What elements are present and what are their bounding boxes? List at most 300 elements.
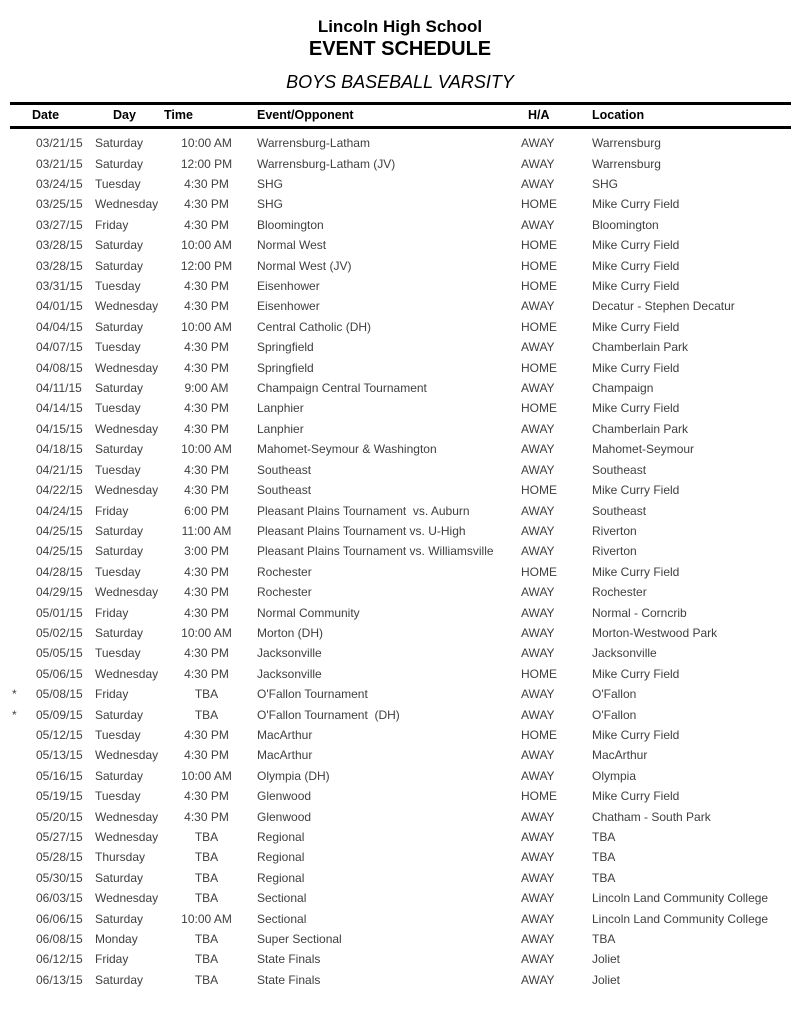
table-row xyxy=(0,398,800,418)
cell-location: TBA xyxy=(592,870,616,885)
cell-day: Saturday xyxy=(95,544,144,559)
cell-time: TBA xyxy=(194,830,219,845)
cell-location: Morton-Westwood Park xyxy=(592,625,718,640)
cell-time: 10:00 AM xyxy=(181,238,232,253)
cell-day: Friday xyxy=(95,217,129,232)
cell-time: 12:00 PM xyxy=(180,258,233,273)
cell-location: Champaign xyxy=(592,381,654,396)
cell-event-opponent: Bloomington xyxy=(257,217,324,232)
cell-time: 10:00 AM xyxy=(181,768,232,783)
cell-time: 4:30 PM xyxy=(184,585,229,600)
table-row xyxy=(0,929,800,949)
table-row xyxy=(0,357,800,377)
cell-day: Friday xyxy=(95,687,129,702)
cell-day: Saturday xyxy=(95,523,144,538)
cell-day: Friday xyxy=(95,605,129,620)
table-row xyxy=(0,704,800,724)
cell-day: Tuesday xyxy=(95,177,141,192)
cell-home-away: AWAY xyxy=(521,605,555,620)
cell-time: 4:30 PM xyxy=(184,217,229,232)
cell-home-away: AWAY xyxy=(521,625,555,640)
cell-home-away: AWAY xyxy=(521,932,555,947)
cell-home-away: AWAY xyxy=(521,299,555,314)
cell-time: TBA xyxy=(194,932,219,947)
cell-event-opponent: Super Sectional xyxy=(257,932,342,947)
table-row xyxy=(0,215,800,235)
cell-date: 05/27/15 xyxy=(36,830,83,845)
cell-day: Tuesday xyxy=(95,401,141,416)
cell-time: 12:00 PM xyxy=(180,156,233,171)
cell-event-opponent: Champaign Central Tournament xyxy=(257,381,427,396)
column-header-ha: H/A xyxy=(528,108,550,122)
cell-day: Wednesday xyxy=(95,197,159,212)
column-header-location: Location xyxy=(592,108,645,122)
cell-location: Decatur - Stephen Decatur xyxy=(592,299,735,314)
cell-date: 05/16/15 xyxy=(36,768,83,783)
cell-date: 03/27/15 xyxy=(36,217,83,232)
table-row xyxy=(0,460,800,480)
cell-event-opponent: Central Catholic (DH) xyxy=(257,319,372,334)
cell-time: 4:30 PM xyxy=(184,462,229,477)
schedule-rows xyxy=(0,133,800,990)
table-row xyxy=(0,378,800,398)
table-row xyxy=(0,276,800,296)
cell-event-opponent: Normal West (JV) xyxy=(257,258,352,273)
cell-home-away: AWAY xyxy=(521,768,555,783)
cell-date: 04/25/15 xyxy=(36,544,83,559)
table-row xyxy=(0,500,800,520)
table-row xyxy=(0,194,800,214)
table-row xyxy=(0,868,800,888)
table-row xyxy=(0,908,800,928)
table-row xyxy=(0,847,800,867)
cell-day: Tuesday xyxy=(95,340,141,355)
cell-day: Wednesday xyxy=(95,748,159,763)
cell-location: Mike Curry Field xyxy=(592,258,680,273)
cell-location: Chamberlain Park xyxy=(592,340,689,355)
cell-time: TBA xyxy=(194,687,219,702)
table-row xyxy=(0,235,800,255)
cell-home-away: AWAY xyxy=(521,156,555,171)
cell-home-away: AWAY xyxy=(521,503,555,518)
cell-home-away: AWAY xyxy=(521,523,555,538)
cell-date: 04/08/15 xyxy=(36,360,83,375)
cell-date: 05/13/15 xyxy=(36,748,83,763)
cell-time: TBA xyxy=(194,850,219,865)
cell-event-opponent: Lanphier xyxy=(257,401,304,416)
cell-time: 10:00 AM xyxy=(181,625,232,640)
cell-time: 4:30 PM xyxy=(184,279,229,294)
cell-time: 4:30 PM xyxy=(184,748,229,763)
cell-home-away: AWAY xyxy=(521,891,555,906)
table-row xyxy=(0,521,800,541)
table-row xyxy=(0,317,800,337)
table-row xyxy=(0,439,800,459)
cell-time: 11:00 AM xyxy=(181,523,232,538)
cell-time: 4:30 PM xyxy=(184,789,229,804)
cell-home-away: AWAY xyxy=(521,850,555,865)
cell-date: 05/30/15 xyxy=(36,870,83,885)
cell-date: 05/02/15 xyxy=(36,625,83,640)
cell-event-opponent: Regional xyxy=(257,850,305,865)
cell-home-away: AWAY xyxy=(521,381,555,396)
cell-date: 04/14/15 xyxy=(36,401,83,416)
cell-home-away: HOME xyxy=(521,727,557,742)
cell-day: Saturday xyxy=(95,911,144,926)
cell-date: 06/08/15 xyxy=(36,932,83,947)
cell-home-away: HOME xyxy=(521,666,557,681)
cell-event-opponent: Jacksonville xyxy=(257,666,322,681)
title-block xyxy=(0,16,800,94)
cell-day: Saturday xyxy=(95,972,144,987)
cell-day: Wednesday xyxy=(95,421,159,436)
table-row xyxy=(0,745,800,765)
cell-time: TBA xyxy=(194,707,219,722)
cell-home-away: AWAY xyxy=(521,544,555,559)
cell-location: Olympia xyxy=(592,768,637,783)
cell-location: Mike Curry Field xyxy=(592,727,680,742)
cell-day: Wednesday xyxy=(95,483,159,498)
table-row xyxy=(0,296,800,316)
cell-date: 04/04/15 xyxy=(36,319,83,334)
cell-time: 10:00 AM xyxy=(181,136,232,151)
cell-location: Lincoln Land Community College xyxy=(592,911,769,926)
column-header-event: Event/Opponent xyxy=(257,108,354,122)
cell-date: 03/28/15 xyxy=(36,258,83,273)
cell-date: 06/13/15 xyxy=(36,972,83,987)
cell-event-opponent: State Finals xyxy=(257,972,321,987)
cell-day: Saturday xyxy=(95,238,144,253)
cell-day: Tuesday xyxy=(95,646,141,661)
cell-event-opponent: Pleasant Plains Tournament vs. Auburn xyxy=(257,503,470,518)
cell-home-away: AWAY xyxy=(521,136,555,151)
cell-day: Tuesday xyxy=(95,279,141,294)
cell-day: Wednesday xyxy=(95,666,159,681)
cell-date: 05/06/15 xyxy=(36,666,83,681)
cell-location: Chatham - South Park xyxy=(592,809,711,824)
cell-location: Mike Curry Field xyxy=(592,238,680,253)
cell-time: 4:30 PM xyxy=(184,401,229,416)
document-title: EVENT SCHEDULE xyxy=(308,38,492,60)
cell-day: Wednesday xyxy=(95,360,159,375)
cell-event-opponent: Rochester xyxy=(257,564,312,579)
cell-location: TBA xyxy=(592,932,616,947)
cell-date: 05/09/15 xyxy=(36,707,83,722)
cell-location: Mike Curry Field xyxy=(592,483,680,498)
cell-date: 03/25/15 xyxy=(36,197,83,212)
cell-date: 04/07/15 xyxy=(36,340,83,355)
cell-home-away: HOME xyxy=(521,279,557,294)
cell-date: 04/24/15 xyxy=(36,503,83,518)
cell-date: 05/28/15 xyxy=(36,850,83,865)
cell-date: 06/12/15 xyxy=(36,952,83,967)
cell-event-opponent: Lanphier xyxy=(257,421,304,436)
cell-day: Tuesday xyxy=(95,462,141,477)
cell-date: 04/22/15 xyxy=(36,483,83,498)
cell-date: 05/20/15 xyxy=(36,809,83,824)
cell-date: 06/06/15 xyxy=(36,911,83,926)
header-rule-bottom xyxy=(10,126,791,129)
cell-date: 04/28/15 xyxy=(36,564,83,579)
cell-date: 04/11/15 xyxy=(36,381,82,396)
cell-location: SHG xyxy=(592,177,619,192)
school-name: Lincoln High School xyxy=(317,17,483,36)
table-row xyxy=(0,806,800,826)
column-header-day: Day xyxy=(113,108,136,122)
cell-home-away: AWAY xyxy=(521,748,555,763)
cell-date: 04/29/15 xyxy=(36,585,83,600)
cell-location: Jacksonville xyxy=(592,646,657,661)
cell-location: Mike Curry Field xyxy=(592,564,680,579)
cell-event-opponent: SHG xyxy=(257,197,284,212)
cell-home-away: AWAY xyxy=(521,952,555,967)
cell-day: Saturday xyxy=(95,625,144,640)
cell-date: 06/03/15 xyxy=(36,891,83,906)
cell-location: O'Fallon xyxy=(592,687,637,702)
cell-location: Riverton xyxy=(592,523,637,538)
table-row xyxy=(0,419,800,439)
cell-day: Wednesday xyxy=(95,809,159,824)
cell-day: Saturday xyxy=(95,707,144,722)
cell-location: Mike Curry Field xyxy=(592,197,680,212)
cell-time: 4:30 PM xyxy=(184,809,229,824)
cell-event-opponent: Southeast xyxy=(257,462,312,477)
table-row xyxy=(0,541,800,561)
cell-day: Saturday xyxy=(95,768,144,783)
cell-location: TBA xyxy=(592,850,616,865)
cell-event-opponent: Regional xyxy=(257,870,305,885)
cell-day: Saturday xyxy=(95,870,144,885)
cell-event-opponent: Southeast xyxy=(257,483,312,498)
cell-location: Rochester xyxy=(592,585,647,600)
cell-location: Warrensburg xyxy=(592,136,661,151)
cell-location: Mike Curry Field xyxy=(592,319,680,334)
table-row xyxy=(0,725,800,745)
cell-location: Joliet xyxy=(592,952,621,967)
cell-location: TBA xyxy=(592,830,616,845)
cell-home-away: HOME xyxy=(521,319,557,334)
cell-event-opponent: Springfield xyxy=(257,360,314,375)
column-header-time: Time xyxy=(164,108,193,122)
cell-date: 05/01/15 xyxy=(36,605,83,620)
cell-day: Friday xyxy=(95,503,129,518)
cell-location: Mike Curry Field xyxy=(592,789,680,804)
cell-event-opponent: Regional xyxy=(257,830,305,845)
cell-time: 4:30 PM xyxy=(184,177,229,192)
cell-day: Tuesday xyxy=(95,564,141,579)
table-row xyxy=(0,602,800,622)
cell-date: 04/15/15 xyxy=(36,421,83,436)
cell-location: Lincoln Land Community College xyxy=(592,891,769,906)
cell-location: Southeast xyxy=(592,462,647,477)
cell-location: Mike Curry Field xyxy=(592,401,680,416)
cell-event-opponent: Eisenhower xyxy=(257,279,320,294)
cell-home-away: AWAY xyxy=(521,442,555,457)
cell-time: 6:00 PM xyxy=(184,503,229,518)
cell-date: 05/19/15 xyxy=(36,789,83,804)
cell-home-away: AWAY xyxy=(521,177,555,192)
cell-day: Saturday xyxy=(95,258,144,273)
cell-time: 4:30 PM xyxy=(184,197,229,212)
cell-time: 10:00 AM xyxy=(181,442,232,457)
table-row xyxy=(0,133,800,153)
cell-date: 03/21/15 xyxy=(36,136,83,151)
table-row xyxy=(0,827,800,847)
table-row xyxy=(0,153,800,173)
cell-location: MacArthur xyxy=(592,748,648,763)
cell-day: Saturday xyxy=(95,381,144,396)
cell-day: Wednesday xyxy=(95,299,159,314)
cell-home-away: HOME xyxy=(521,197,557,212)
cell-event-opponent: Morton (DH) xyxy=(257,625,324,640)
cell-date: 04/21/15 xyxy=(36,462,83,477)
header-rule-top xyxy=(10,102,791,105)
cell-time: TBA xyxy=(194,891,219,906)
cell-date: 03/24/15 xyxy=(36,177,83,192)
cell-time: 4:30 PM xyxy=(184,666,229,681)
cell-home-away: HOME xyxy=(521,258,557,273)
cell-event-opponent: Jacksonville xyxy=(257,646,322,661)
cell-event-opponent: Springfield xyxy=(257,340,314,355)
cell-time: 4:30 PM xyxy=(184,299,229,314)
cell-event-opponent: Normal West xyxy=(257,238,327,253)
table-row xyxy=(0,766,800,786)
cell-time: 4:30 PM xyxy=(184,727,229,742)
cell-location: Riverton xyxy=(592,544,637,559)
cell-location: Mike Curry Field xyxy=(592,279,680,294)
cell-time: 4:30 PM xyxy=(184,564,229,579)
cell-day: Friday xyxy=(95,952,129,967)
cell-event-opponent: Glenwood xyxy=(257,809,312,824)
cell-day: Saturday xyxy=(95,319,144,334)
cell-home-away: HOME xyxy=(521,360,557,375)
cell-time: TBA xyxy=(194,870,219,885)
team-subtitle: BOYS BASEBALL VARSITY xyxy=(286,72,514,92)
table-row xyxy=(0,888,800,908)
table-row xyxy=(0,786,800,806)
cell-day: Saturday xyxy=(95,156,144,171)
cell-home-away: AWAY xyxy=(521,687,555,702)
cell-time: TBA xyxy=(194,952,219,967)
cell-home-away: AWAY xyxy=(521,646,555,661)
cell-date: 04/18/15 xyxy=(36,442,83,457)
cell-time: 4:30 PM xyxy=(184,646,229,661)
table-row xyxy=(0,582,800,602)
cell-event-opponent: Pleasant Plains Tournament vs. Williamsville xyxy=(257,544,494,559)
cell-home-away: HOME xyxy=(521,789,557,804)
cell-event-opponent: Pleasant Plains Tournament vs. U-High xyxy=(257,523,466,538)
cell-asterisk: * xyxy=(12,707,17,722)
cell-event-opponent: SHG xyxy=(257,177,284,192)
cell-day: Wednesday xyxy=(95,830,159,845)
cell-event-opponent: Olympia (DH) xyxy=(257,768,330,783)
table-row xyxy=(0,684,800,704)
cell-date: 05/08/15 xyxy=(36,687,83,702)
cell-day: Tuesday xyxy=(95,727,141,742)
table-row xyxy=(0,337,800,357)
cell-location: Southeast xyxy=(592,503,647,518)
cell-event-opponent: Warrensburg-Latham (JV) xyxy=(257,156,396,171)
cell-time: 10:00 AM xyxy=(181,319,232,334)
cell-time: 4:30 PM xyxy=(184,421,229,436)
cell-date: 05/12/15 xyxy=(36,727,83,742)
cell-event-opponent: Warrensburg-Latham xyxy=(257,136,370,151)
cell-home-away: AWAY xyxy=(521,911,555,926)
cell-location: Mahomet-Seymour xyxy=(592,442,695,457)
cell-date: 04/25/15 xyxy=(36,523,83,538)
cell-event-opponent: Normal Community xyxy=(257,605,360,620)
cell-home-away: HOME xyxy=(521,564,557,579)
cell-home-away: AWAY xyxy=(521,340,555,355)
cell-location: Warrensburg xyxy=(592,156,661,171)
table-row xyxy=(0,949,800,969)
cell-home-away: AWAY xyxy=(521,809,555,824)
cell-event-opponent: Sectional xyxy=(257,911,307,926)
cell-home-away: HOME xyxy=(521,483,557,498)
table-row xyxy=(0,664,800,684)
cell-day: Saturday xyxy=(95,442,144,457)
table-row xyxy=(0,174,800,194)
cell-home-away: AWAY xyxy=(521,462,555,477)
cell-time: 4:30 PM xyxy=(184,605,229,620)
cell-location: Normal - Corncrib xyxy=(592,605,687,620)
cell-time: 3:00 PM xyxy=(184,544,229,559)
cell-event-opponent: O'Fallon Tournament xyxy=(257,687,368,702)
cell-day: Tuesday xyxy=(95,789,141,804)
cell-location: Chamberlain Park xyxy=(592,421,689,436)
cell-location: O'Fallon xyxy=(592,707,637,722)
cell-time: 4:30 PM xyxy=(184,360,229,375)
cell-event-opponent: State Finals xyxy=(257,952,321,967)
cell-location: Joliet xyxy=(592,972,621,987)
cell-day: Saturday xyxy=(95,136,144,151)
table-row xyxy=(0,562,800,582)
cell-event-opponent: Mahomet-Seymour & Washington xyxy=(257,442,437,457)
cell-day: Monday xyxy=(95,932,138,947)
cell-home-away: AWAY xyxy=(521,830,555,845)
cell-date: 03/28/15 xyxy=(36,238,83,253)
cell-event-opponent: MacArthur xyxy=(257,727,313,742)
cell-home-away: AWAY xyxy=(521,421,555,436)
cell-day: Wednesday xyxy=(95,585,159,600)
cell-event-opponent: MacArthur xyxy=(257,748,313,763)
table-row xyxy=(0,970,800,990)
cell-home-away: AWAY xyxy=(521,707,555,722)
cell-event-opponent: O'Fallon Tournament (DH) xyxy=(257,707,400,722)
table-row xyxy=(0,480,800,500)
cell-time: 10:00 AM xyxy=(181,911,232,926)
cell-location: Mike Curry Field xyxy=(592,360,680,375)
cell-event-opponent: Sectional xyxy=(257,891,307,906)
cell-home-away: HOME xyxy=(521,238,557,253)
cell-event-opponent: Rochester xyxy=(257,585,312,600)
cell-event-opponent: Glenwood xyxy=(257,789,312,804)
table-column-headers xyxy=(0,108,800,125)
cell-date: 03/21/15 xyxy=(36,156,83,171)
cell-home-away: AWAY xyxy=(521,585,555,600)
cell-date: 05/05/15 xyxy=(36,646,83,661)
table-row xyxy=(0,643,800,663)
cell-day: Thursday xyxy=(95,850,146,865)
cell-day: Wednesday xyxy=(95,891,159,906)
table-row xyxy=(0,255,800,275)
cell-location: Mike Curry Field xyxy=(592,666,680,681)
cell-location: Bloomington xyxy=(592,217,659,232)
column-header-date: Date xyxy=(32,108,60,122)
table-row xyxy=(0,623,800,643)
cell-time: TBA xyxy=(194,972,219,987)
cell-time: 4:30 PM xyxy=(184,483,229,498)
